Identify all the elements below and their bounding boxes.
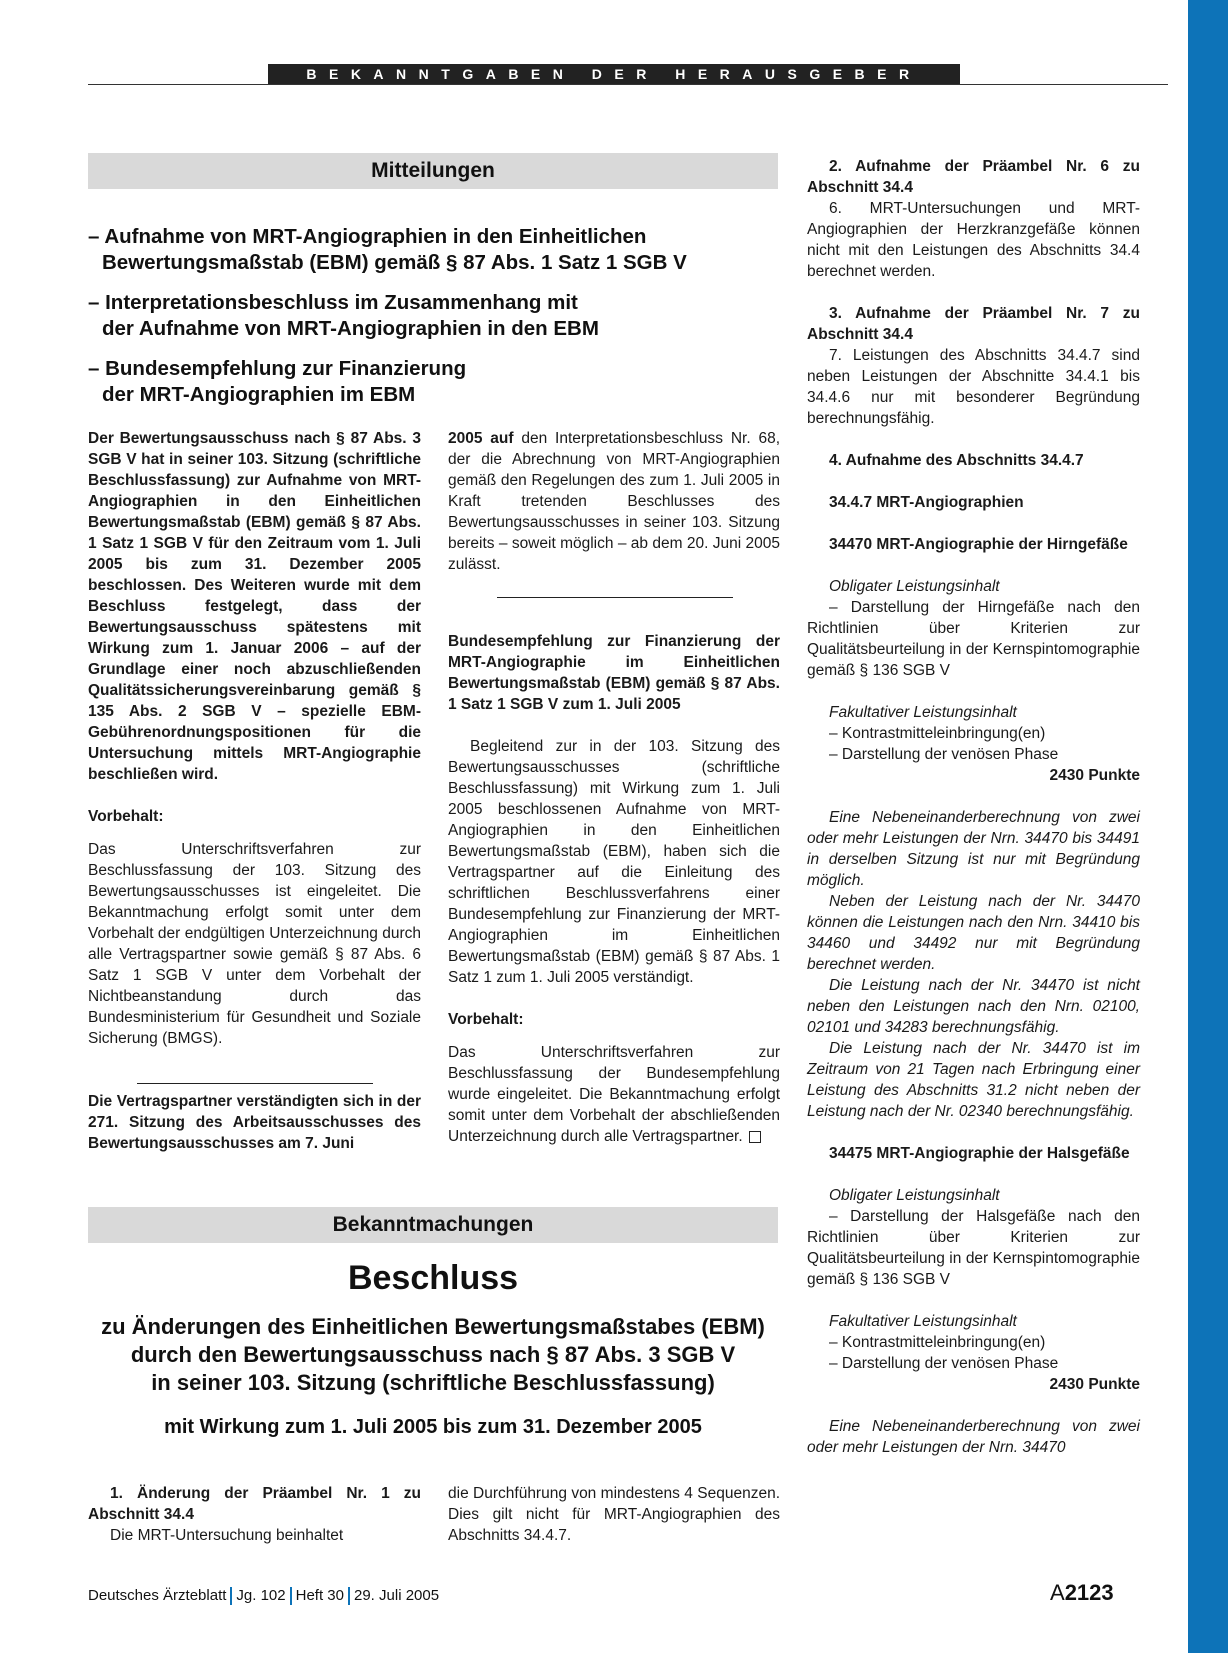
mitteilungen-column-2	[448, 428, 780, 1147]
footer-volume: Jg. 102	[236, 1587, 286, 1604]
gop-34475-obligat-label: Obligater Leistungsinhalt	[829, 1187, 1000, 1204]
mitteilungen-bar	[88, 153, 778, 189]
vertragspartner-paragraph: Die Vertragspartner verständigten sich in der 271. Sitzung des Arbeitsausschusses des Bewertungsausschusses am 7. Juni	[88, 1093, 421, 1152]
gop-34475-fakultativ-label: Fakultativer Leistungsinhalt	[829, 1313, 1017, 1330]
announcement-item-3-line1: – Bundesempfehlung zur Finanzierung	[88, 357, 467, 380]
gop-34470-fakultativ-2: – Darstellung der venösen Phase	[829, 746, 1059, 763]
gop-34470-heading: 34470 MRT-Angiographie der Hirngefäße	[829, 536, 1128, 553]
intro-paragraph: Der Bewertungsausschuss nach § 87 Abs. 3 SGB V hat in seiner 103. Sitzung (schriftliche Beschlussfassung) zur Aufnahme von MRT-Angiographien in den Einheitlichen Bewertungsmaßstab (EBM) gemäß § 87 Abs. 1 Satz 1 SGB V für den Zeitraum vom 1. Juli 2005 bis zum 31. Dezember 2005 beschlossen. Des Weiteren wurde mit dem Beschluss festgelegt, dass der Bewertungsausschuss spätestens mit Wirkung zum 1. Januar 2006 – auf der Grundlage einer noch abzuschließenden Qualitätssicherungsvereinbarung gemäß § 135 Abs. 2 SGB V – spezielle EBM-Gebührenordnungspositionen für die Untersuchung mittels MRT-Angiographie beschließen wird.	[88, 430, 421, 783]
section-header-bar	[268, 64, 960, 84]
gop-34475-points: 2430 Punkte	[1049, 1376, 1140, 1393]
gop-34470-fakultativ-label: Fakultativer Leistungsinhalt	[829, 704, 1017, 721]
gop-34475-heading: 34475 MRT-Angiographie der Halsgefäße	[829, 1145, 1130, 1162]
item2-heading: 2. Aufnahme der Präambel Nr. 6 zu Abschnitt 34.4	[807, 158, 1140, 196]
gop-34475-note: Eine Nebeneinanderberechnung von zwei oder mehr Leistungen der Nrn. 34470	[807, 1418, 1140, 1456]
beschluss-subtitle-line-2: durch den Bewertungsausschuss nach § 87 Abs. 3 SGB V	[130, 1342, 736, 1367]
beschluss-date: mit Wirkung zum 1. Juli 2005 bis zum 31. Dezember 2005	[164, 1416, 702, 1438]
footer-divider	[290, 1587, 292, 1605]
gop-34470-note-4: Die Leistung nach der Nr. 34470 ist im Zeitraum von 21 Tagen nach Erbringung einer Leistung des Abschnitts 31.2 nicht neben der Leistung nach der Nr. 02340 berechnungsfähig.	[807, 1040, 1140, 1120]
item1-continuation: die Durchführung von mindestens 4 Sequenzen. Dies gilt nicht für MRT-Angiographien des Abschnitts 34.4.7.	[448, 1485, 780, 1544]
announcement-item-2	[88, 290, 788, 342]
header-rule	[88, 84, 1168, 85]
beschluss-title: Beschluss	[347, 1259, 519, 1297]
announcement-item-1-line1: – Aufnahme von MRT-Angiographien in den Einheitlichen	[88, 225, 647, 248]
announcement-item-1	[88, 224, 788, 276]
beschluss-column-1	[88, 1483, 421, 1546]
column-1-separator	[137, 1083, 373, 1084]
page-number	[1050, 1580, 1114, 1606]
right-column	[807, 156, 1140, 1458]
item3-text: 7. Leistungen des Abschnitts 34.4.7 sind neben Leistungen der Abschnitte 34.4.1 bis 34.4.6 nur mit besonderer Begründung berechnungsfähig.	[807, 347, 1140, 427]
bundesempfehlung-text: Begleitend zur in der 103. Sitzung des Bewertungsausschusses (schriftliche Beschlussfassung) mit Wirkung zum 1. Juli 2005 beschlossenen Aufnahme von MRT-Angiographien in den Einheitlichen Bewertungsmaßstab (EBM), haben sich die Vertragspartner auf die Einleitung des schriftlichen Beschlussverfahrens einer Bundesempfehlung zur Finanzierung der MRT-Angiographien im Einheitlichen Bewertungsmaßstab (EBM) gemäß § 87 Abs. 1 Satz 1 zum 1. Juli 2005 verständigt.	[448, 738, 780, 986]
gop-34475-fakultativ-2: – Darstellung der venösen Phase	[829, 1355, 1059, 1372]
beschluss-subtitle-line-1: zu Änderungen des Einheitlichen Bewertungsmaßstabes (EBM)	[101, 1314, 765, 1339]
bekanntmachungen-label: Bekanntmachungen	[332, 1213, 534, 1236]
item1-text: Die MRT-Untersuchung beinhaltet	[110, 1527, 344, 1544]
beschluss-subtitle-line-3: in seiner 103. Sitzung (schriftliche Beschlussfassung)	[151, 1370, 715, 1395]
mitteilungen-label: Mitteilungen	[371, 159, 495, 182]
gop-34470-fakultativ-1: – Kontrastmitteleinbringung(en)	[829, 725, 1046, 742]
announcement-item-3-line2: der MRT-Angiographien im EBM	[102, 383, 416, 406]
item2-text: 6. MRT-Untersuchungen und MRT-Angiographien der Herzkranzgefäße können nicht mit den Leistungen des Abschnitts 34.4 berechnet werden.	[807, 200, 1140, 280]
section-34-4-7-heading: 34.4.7 MRT-Angiographien	[829, 494, 1024, 511]
bekanntmachungen-bar	[88, 1207, 778, 1243]
column-2-separator	[497, 597, 733, 598]
end-mark-icon	[749, 1131, 761, 1143]
item4-heading: 4. Aufnahme des Abschnitts 34.4.7	[829, 452, 1084, 469]
announcement-item-2-line1: – Interpretationsbeschluss im Zusammenhang mit	[88, 291, 578, 314]
vorbehalt-text-2: Das Unterschriftsverfahren zur Beschlussfassung der Bundesempfehlung wurde eingeleitet. Die Bekanntmachung erfolgt somit unter dem Vorbehalt der abschließenden Unterzeichnung durch alle Vertragspartner.	[448, 1044, 780, 1145]
section-header-label: BEKANNTGABEN DER HERAUSGEBER	[306, 66, 922, 82]
bundesempfehlung-heading: Bundesempfehlung zur Finanzierung der MRT-Angiographie im Einheitlichen Bewertungsmaßstab (EBM) gemäß § 87 Abs. 1 Satz 1 SGB V zum 1. Juli 2005	[448, 633, 780, 713]
blue-edge-bar	[1188, 0, 1228, 1653]
footer-journal: Deutsches Ärzteblatt	[88, 1587, 227, 1604]
footer-citation	[88, 1587, 439, 1605]
vorbehalt-heading-2: Vorbehalt:	[448, 1011, 524, 1028]
announcement-item-1-line2: Bewertungsmaßstab (EBM) gemäß § 87 Abs. 1 Satz 1 SGB V	[102, 251, 687, 274]
beschluss-subtitle	[88, 1313, 778, 1397]
mitteilungen-column-1	[88, 428, 421, 1154]
footer-date: 29. Juli 2005	[354, 1587, 440, 1604]
item1-heading: 1. Änderung der Präambel Nr. 1 zu Abschnitt 34.4	[88, 1485, 421, 1523]
footer-divider	[348, 1587, 350, 1605]
footer-issue: Heft 30	[295, 1587, 344, 1604]
vorbehalt-heading-1: Vorbehalt:	[88, 808, 164, 825]
gop-34475-obligat-text: – Darstellung der Halsgefäße nach den Richtlinien über Kriterien zur Qualitätsbeurteilung in der Kernspintomographie gemäß § 136 SGB V	[807, 1208, 1140, 1288]
gop-34470-note-2: Neben der Leistung nach der Nr. 34470 können die Leistungen nach den Nrn. 34410 bis 34460 und 34492 nur mit Begründung berechnet werden.	[807, 893, 1140, 973]
announcement-item-2-line2: der Aufnahme von MRT-Angiographien in den EBM	[102, 317, 599, 340]
gop-34470-note-3: Die Leistung nach der Nr. 34470 ist nicht neben den Leistungen nach den Nrn. 02100, 02101 und 34283 berechnungsfähig.	[807, 977, 1140, 1036]
page-prefix: A	[1050, 1580, 1065, 1605]
beschluss-column-2	[448, 1483, 780, 1546]
gop-34475-fakultativ-1: – Kontrastmitteleinbringung(en)	[829, 1334, 1046, 1351]
footer-divider	[230, 1587, 232, 1605]
announcement-item-3	[88, 356, 788, 408]
vorbehalt-text-1: Das Unterschriftsverfahren zur Beschlussfassung der 103. Sitzung des Bewertungsausschusses ist eingeleitet. Die Bekanntmachung erfolgt somit unter dem Vorbehalt der endgültigen Unterzeichnung durch alle Vertragspartner sowie gemäß § 87 Abs. 6 Satz 1 SGB V unter dem Vorbehalt der Nichtbeanstandung durch das Bundesministerium für Gesundheit und Soziale Sicherung (BMGS).	[88, 841, 421, 1047]
gop-34470-obligat-text: – Darstellung der Hirngefäße nach den Richtlinien über Kriterien zur Qualitätsbeurteilung in der Kernspintomographie gemäß § 136 SGB V	[807, 599, 1140, 679]
continuation-bold: 2005 auf	[448, 430, 514, 447]
gop-34470-note-1: Eine Nebeneinanderberechnung von zwei oder mehr Leistungen der Nrn. 34470 bis 34491 in derselben Sitzung ist nur mit Begründung möglich.	[807, 809, 1140, 889]
gop-34470-points: 2430 Punkte	[1049, 767, 1140, 784]
gop-34470-obligat-label: Obligater Leistungsinhalt	[829, 578, 1000, 595]
continuation-text: den Interpretationsbeschluss Nr. 68, der die Abrechnung von MRT-Angiographien gemäß den Regelungen des zum 1. Juli 2005 in Kraft tretenden Beschlusses des Bewertungsausschusses in seiner 103. Sitzung bereits – soweit möglich – ab dem 20. Juni 2005 zulässt.	[448, 430, 780, 573]
item3-heading: 3. Aufnahme der Präambel Nr. 7 zu Abschnitt 34.4	[807, 305, 1140, 343]
page-number-value: 2123	[1064, 1580, 1114, 1605]
